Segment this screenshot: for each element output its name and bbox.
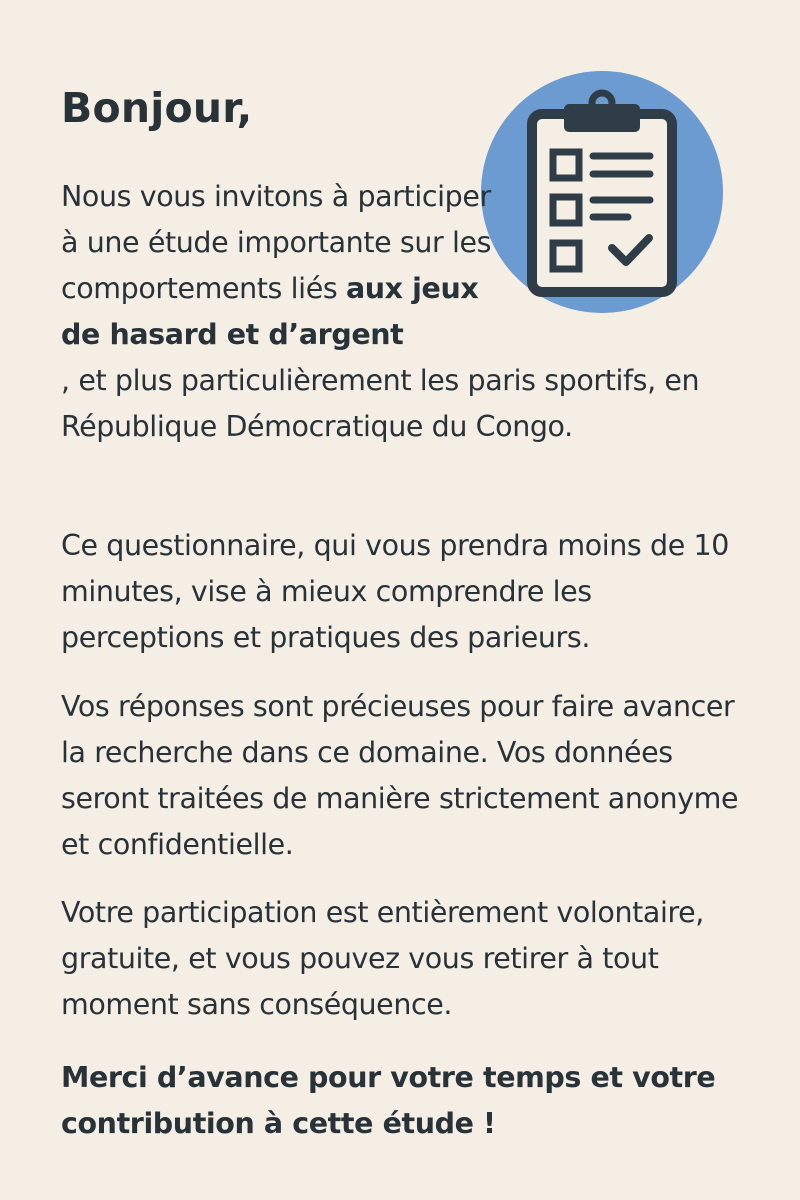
- intro-text-wrap: [61, 174, 501, 358]
- privacy-paragraph: Vos réponses sont précieuses pour faire avancer la recherche dans ce domaine. Vos données seront traitées de manière strictement anonyme et confidentielle.: [61, 690, 739, 861]
- clipboard-clip: [564, 104, 640, 132]
- voluntary-paragraph: Votre participation est entièrement volontaire, gratuite, et vous pouvez vous retirer à tout moment sans conséquence.: [61, 896, 704, 1021]
- intro-text-part2: , et plus particulièrement les paris sportifs, en République Démocratique du Congo.: [61, 364, 700, 443]
- intro-text-part1: Nous vous invitons à participer à une étude importante sur les comportements liés: [61, 180, 492, 305]
- closing-paragraph: Merci d’avance pour votre temps et votre contribution à cette étude !: [61, 1061, 716, 1140]
- intro-text-bold: aux jeux de hasard et d’argent: [61, 272, 479, 351]
- greeting-heading: Bonjour,: [61, 84, 253, 132]
- duration-paragraph: Ce questionnaire, qui vous prendra moins de 10 minutes, vise à mieux comprendre les perceptions et pratiques des parieurs.: [61, 529, 729, 654]
- intro-paragraph: [61, 174, 751, 450]
